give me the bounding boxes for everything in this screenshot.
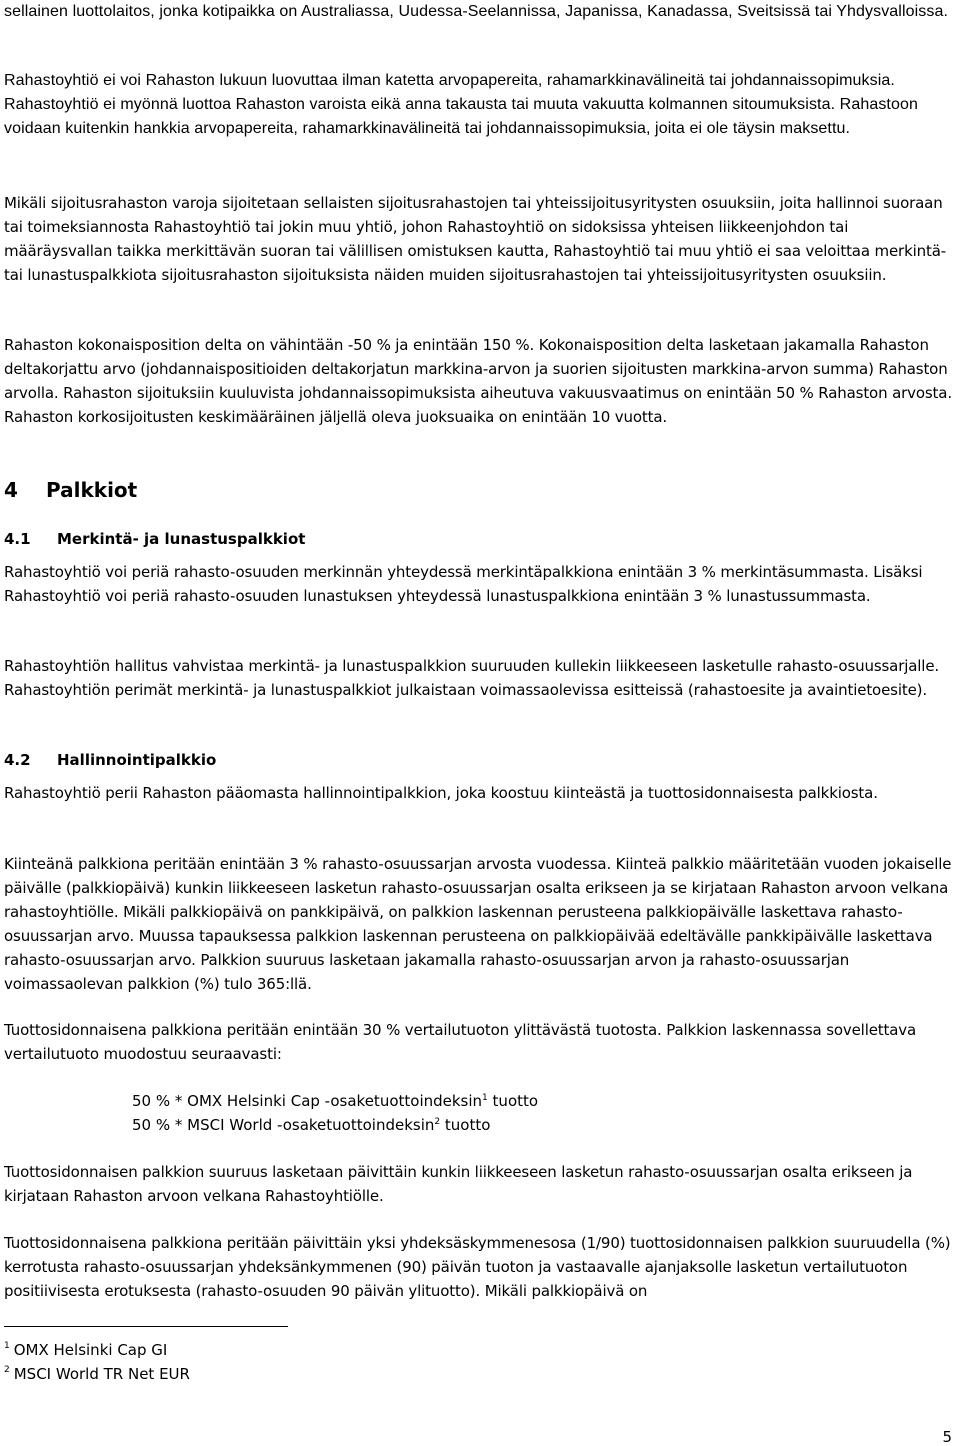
paragraph-fee-approval: Rahastoyhtiön hallitus vahvistaa merkintä- ja lunastuspalkkion suuruuden kullekin liikkeeseen lasketulle rahasto-osuussarjalle. Rahastoyhtiön perimät merkintä- ja lunastuspalkkiot julkaistaan voimassaolevissa esitteissä (rahastoesite ja avaintietoesite). (4, 657, 940, 699)
paragraph-no-uncovered-lending: Rahastoyhtiö ei voi Rahaston lukuun luovuttaa ilman katetta arvopapereita, rahamarkkinavälineitä tai johdannaissopimuksia. Rahastoyhtiö ei myönnä luottoa Rahaston varoista eikä anna takausta tai muuta vakuutta kolmannen sitoumuksista. Rahastoon voidaan kuitenkin hankkia arvopapereita, rahamarkkinavälineitä tai johdannaissopimuksia, joita ei ole täysin maksettu. (4, 72, 918, 137)
paragraph-fund-of-funds-fees: Mikäli sijoitusrahaston varoja sijoitetaan sellaisten sijoitusrahastojen tai yhteissijoitusyritysten osuuksiin, joita hallinnoi suoraan tai toimeksiannosta Rahastoyhtiö tai jokin muu yhtiö, johon Rahastoyhtiö on sidoksissa yhteisen liikkeenjohdon tai määräysvallan taikka merkittävän suoran tai välillisen omistuksen kautta, Rahastoyhtiö tai muu yhtiö ei saa veloittaa merkintä- tai lunastuspalkkiota sijoitusrahaston sijoituksista näiden muiden sijoitusrahastojen tai yhteissijoitusyritysten osuuksiin. (4, 194, 947, 284)
footnote-divider (4, 1326, 288, 1327)
footnote-2 (4, 1362, 190, 1386)
footnote-1 (4, 1338, 167, 1362)
benchmark-formula-line-2 (132, 1113, 490, 1137)
paragraph-subscription-fee: Rahastoyhtiö voi periä rahasto-osuuden merkinnän yhteydessä merkintäpalkkiona enintään 3 % merkintäsummasta. Lisäksi Rahastoyhtiö voi periä rahasto-osuuden lunastuksen yhteydessä lunastuspalkkiona enintään 3 % lunastussummasta. (4, 563, 923, 605)
footnote-number: 1 (4, 1341, 10, 1351)
formula-text: 50 % * MSCI World -osaketuottoindeksin (132, 1116, 435, 1134)
paragraph-credit-institution: sellainen luottolaitos, jonka kotipaikka on Australiassa, Uudessa-Seelannissa, Japanissa, Kanadassa, Sveitsissä tai Yhdysvalloissa. (4, 3, 948, 20)
paragraph-fixed-fee: Kiinteänä palkkiona peritään enintään 3 % rahasto-osuussarjan arvosta vuodessa. Kiinteä palkkio määritetään vuoden jokaiselle päivälle (palkkiopäivä) kunkin liikkeeseen lasketun rahasto-osuussarjan osalta erikseen ja se kirjataan Rahaston arvoon velkana rahastoyhtiölle. Mikäli palkkiopäivä on pankkipäivä, on palkkion laskennan perusteena palkkiopäivälle laskettava rahasto-osuussarjan arvo. Muussa tapauksessa palkkion laskennan perusteena on palkkiopäivää edeltävälle pankkipäivälle laskettava rahasto-osuussarjan arvo. Palkkion suuruus lasketaan jakamalla rahasto-osuussarjan arvon ja rahasto-osuussarjan voimassaolevan palkkion (%) tulo 365:llä. (4, 855, 952, 993)
section-title: Palkkiot (46, 478, 138, 502)
footnote-text: MSCI World TR Net EUR (13, 1365, 190, 1383)
subsection-title: Merkintä- ja lunastuspalkkiot (57, 530, 306, 548)
paragraph-performance-fee-calculation: Tuottosidonnaisena palkkiona peritään päivittäin yksi yhdeksäskymmenesosa (1/90) tuottosidonnaisen palkkion suuruudella (%) kerrotusta rahasto-osuussarjan yhdeksänkymmenen (90) päivän tuoton ja vastaavalle ajanjaksolle lasketun vertailutuoton positiivisesta erotuksesta (rahasto-osuuden 90 päivän ylituotto). Mikäli palkkiopäivä on (4, 1234, 951, 1300)
subsection-title: Hallinnointipalkkio (57, 751, 217, 769)
footnote-text: OMX Helsinki Cap GI (13, 1341, 168, 1359)
subsection-number: 4.1 (4, 530, 31, 548)
subsection-heading-management-fee (4, 751, 216, 769)
footnote-ref[interactable]: 1 (482, 1093, 488, 1103)
benchmark-formula-line-1 (132, 1089, 538, 1113)
formula-suffix: tuotto (487, 1092, 539, 1110)
paragraph-management-fee: Rahastoyhtiö perii Rahaston pääomasta hallinnointipalkkion, joka koostuu kiinteästä ja tuottosidonnaisesta palkkiosta. (4, 784, 878, 802)
footnote-ref[interactable]: 2 (434, 1117, 441, 1127)
section-number: 4 (4, 478, 18, 502)
paragraph-performance-fee-daily: Tuottosidonnaisen palkkion suuruus lasketaan päivittäin kunkin liikkeeseen lasketun rahasto-osuussarjan osalta erikseen ja kirjataan Rahaston arvoon velkana Rahastoyhtiölle. (4, 1163, 913, 1205)
formula-suffix: tuotto (440, 1116, 491, 1134)
subsection-heading-subscription-redemption (4, 530, 305, 548)
page-number: 5 (942, 1428, 952, 1446)
footnote-number: 2 (4, 1365, 10, 1375)
formula-text: 50 % * OMX Helsinki Cap -osaketuottoindeksin (132, 1092, 483, 1110)
subsection-number: 4.2 (4, 751, 31, 769)
section-heading-fees (4, 478, 137, 502)
paragraph-performance-fee: Tuottosidonnaisena palkkiona peritään enintään 30 % vertailutuoton ylittävästä tuotosta. Palkkion laskennassa sovellettava vertailutuoto muodostuu seuraavasti: (4, 1021, 917, 1063)
paragraph-delta-limits: Rahaston kokonaisposition delta on vähintään -50 % ja enintään 150 %. Kokonaisposition delta lasketaan jakamalla Rahaston deltakorjattu arvo (johdannaispositioiden deltakorjatun markkina-arvon ja suorien sijoitusten markkina-arvon summa) Rahaston arvolla. Rahaston sijoituksiin kuuluvista johdannaissopimuksista aiheutuva vakuusvaatimus on enintään 50 % Rahaston arvosta. Rahaston korkosijoitusten keskimääräinen jäljellä oleva juoksuaika on enintään 10 vuotta. (4, 336, 952, 426)
